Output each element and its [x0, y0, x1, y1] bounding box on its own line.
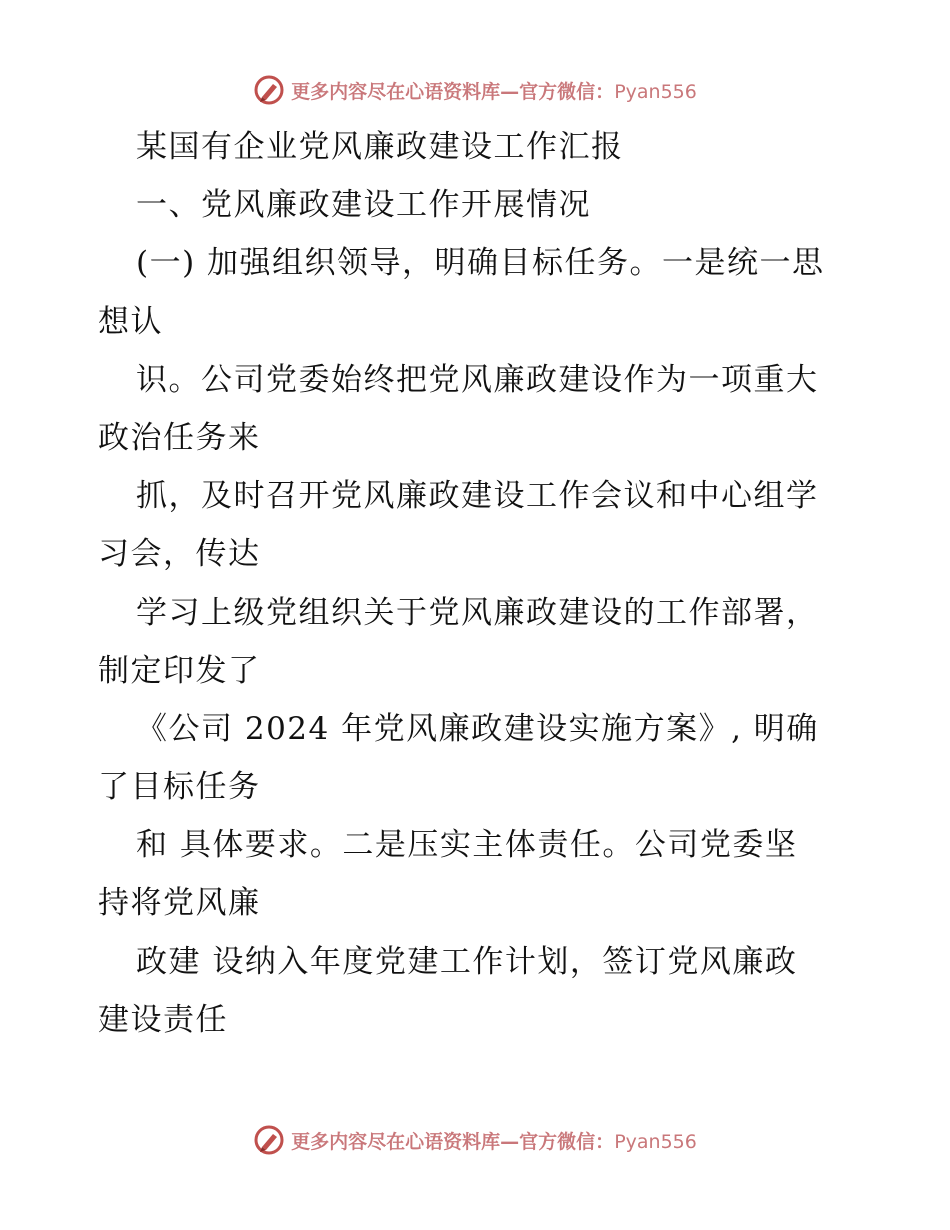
text-line: 识。公司党委始终把党风廉政建设作为一项重大 [136, 361, 819, 398]
text-line: 政建 设纳入年度党建工作计划，签订党风廉政 [136, 943, 798, 980]
text-line: 政治任务来 [98, 419, 261, 456]
footer-watermark [0, 1120, 950, 1160]
text-line: 想认 [98, 303, 163, 340]
watermark-text: 更多内容尽在心语资料库—官方微信：Pyan556 [291, 80, 697, 103]
text-line: 了目标任务 [98, 769, 261, 806]
text-line: (一) 加强组织领导，明确目标任务。一是统一思 [136, 245, 825, 282]
pen-logo-icon [253, 74, 285, 106]
text-line: 《公司 2024 年党风廉政建设实施方案》, 明确 [136, 710, 819, 747]
pen-logo-icon [253, 1124, 285, 1156]
text-line: 抓，及时召开党风廉政建设工作会议和中心组学 [136, 478, 819, 515]
watermark-text: 更多内容尽在心语资料库—官方微信：Pyan556 [291, 1130, 697, 1153]
text-line: 和 具体要求。二是压实主体责任。公司党委坚 [136, 827, 798, 864]
text-line: 某国有企业党风廉政建设工作汇报 [136, 129, 624, 165]
text-line: 建设责任 [98, 1001, 228, 1038]
text-line: 习会，传达 [98, 536, 261, 573]
header-watermark [0, 70, 950, 110]
text-line: 一、党风廉政建设工作开展情况 [136, 187, 591, 224]
document-body [98, 118, 858, 1049]
text-line: 学习上级党组织关于党风廉政建设的工作部署， [136, 594, 819, 631]
text-line: 制定印发了 [98, 652, 261, 689]
text-line: 持将党风廉 [98, 885, 261, 922]
